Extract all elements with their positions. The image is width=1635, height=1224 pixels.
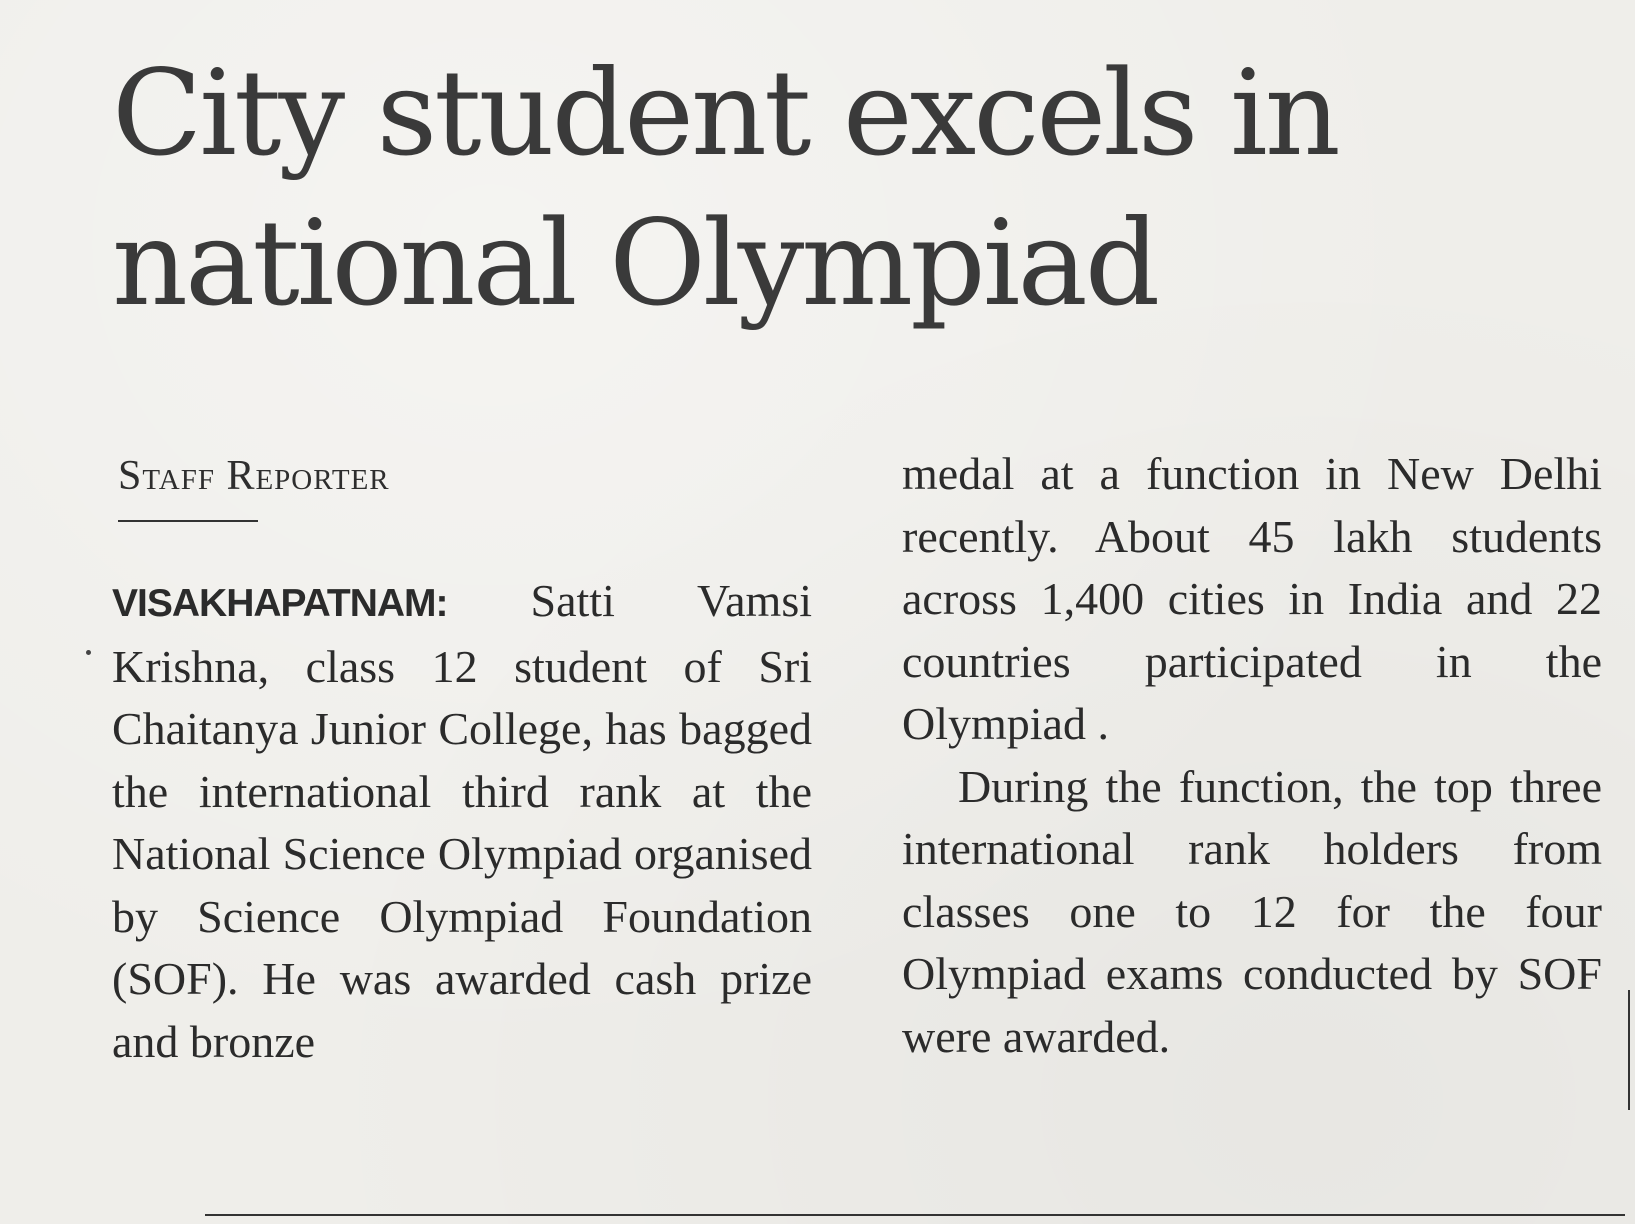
article-column-right	[902, 443, 1602, 1068]
paragraph-1-start	[112, 570, 812, 1073]
article-column-left	[112, 570, 812, 1073]
dateline: VISAKHAPATNAM:	[112, 582, 448, 625]
byline-divider	[118, 520, 258, 522]
byline: Staff Reporter	[118, 453, 390, 499]
paragraph-1-left-text: Satti Vamsi Krishna, class 12 student of Sri Chaitanya Junior College, has bagged the international third rank at the National Science Olympiad organised by Science Olympiad Foundation (SOF). He was awarded cash prize and bronze	[112, 575, 812, 1067]
headline: City student excels in national Olympiad	[112, 44, 1338, 332]
bottom-rule	[205, 1214, 1625, 1216]
print-speck	[86, 650, 91, 655]
paragraph-2: During the function, the top three international rank holders from classes one to 12 for the four Olympiad exams conducted by SOF were awarded.	[902, 760, 1602, 1062]
column-edge-rule	[1628, 990, 1630, 1110]
paragraph-1-continued: medal at a function in New Delhi recently. About 45 lakh students across 1,400 cities in India and 22 countries participated in the Olympiad .	[902, 448, 1602, 749]
